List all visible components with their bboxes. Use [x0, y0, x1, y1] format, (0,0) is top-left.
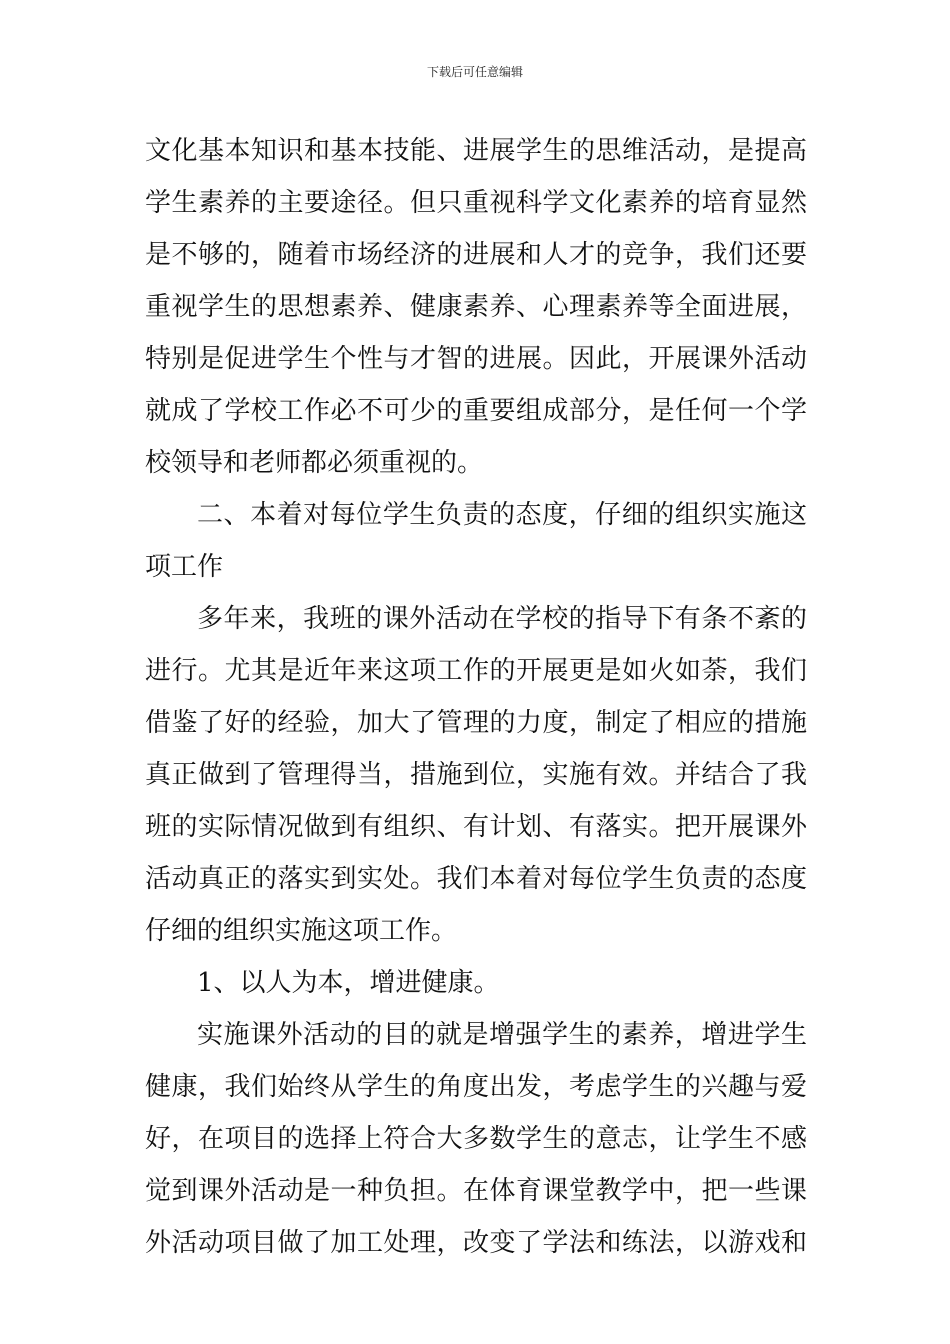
text-line: 重视学生的思想素养、健康素养、心理素养等全面进展，: [145, 292, 807, 322]
text-line: 活动真正的落实到实处。我们本着对每位学生负责的态度: [145, 864, 807, 894]
text-line: 就成了学校工作必不可少的重要组成部分，是任何一个学: [145, 396, 807, 426]
document-body: [145, 125, 807, 1269]
text-line: 借鉴了好的经验，加大了管理的力度，制定了相应的措施: [145, 708, 807, 738]
text-line: 多年来，我班的课外活动在学校的指导下有条不紊的: [197, 604, 807, 634]
text-line: 仔细的组织实施这项工作。: [145, 916, 458, 946]
page-header: 下载后可任意编辑: [426, 65, 523, 79]
text-line: 项工作: [145, 552, 224, 582]
text-line: 文化基本知识和基本技能、进展学生的思维活动，是提高: [145, 136, 807, 166]
paragraph: [145, 593, 807, 957]
text-line: 特别是促进学生个性与才智的进展。因此，开展课外活动: [145, 344, 807, 374]
paragraph: [145, 125, 807, 489]
text-line: 好，在项目的选择上符合大多数学生的意志，让学生不感: [145, 1124, 807, 1154]
text-line: 二、本着对每位学生负责的态度，仔细的组织实施这: [197, 500, 807, 530]
section-heading: [145, 489, 807, 593]
text-line: 真正做到了管理得当，措施到位，实施有效。并结合了我: [145, 760, 807, 790]
text-line: 健康，我们始终从学生的角度出发，考虑学生的兴趣与爱: [145, 1072, 807, 1102]
text-line: 是不够的，随着市场经济的进展和人才的竞争，我们还要: [145, 240, 807, 270]
text-line: 1、以人为本，增进健康。: [197, 968, 500, 998]
text-line: 班的实际情况做到有组织、有计划、有落实。把开展课外: [145, 812, 807, 842]
text-line: 校领导和老师都必须重视的。: [145, 448, 484, 478]
text-line: 进行。尤其是近年来这项工作的开展更是如火如荼，我们: [145, 656, 807, 686]
subsection-heading: [145, 957, 807, 1009]
text-line: 实施课外活动的目的就是增强学生的素养，增进学生: [197, 1020, 807, 1050]
text-line: 学生素养的主要途径。但只重视科学文化素养的培育显然: [145, 188, 807, 218]
text-line: 外活动项目做了加工处理，改变了学法和练法，以游戏和: [145, 1228, 807, 1258]
paragraph: [145, 1009, 807, 1269]
text-line: 觉到课外活动是一种负担。在体育课堂教学中，把一些课: [145, 1176, 807, 1206]
